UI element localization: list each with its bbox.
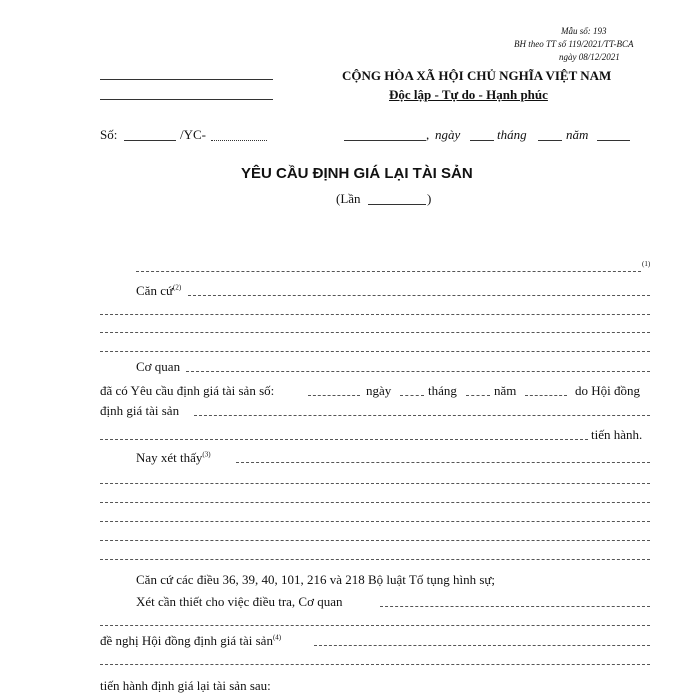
da-co-nam: năm [494, 383, 517, 398]
co-quan-label: Cơ quan [136, 359, 181, 374]
yc-label: /YC- [180, 127, 206, 142]
authority-field[interactable] [136, 271, 641, 272]
can-cu-label [136, 283, 181, 299]
agency-name-field[interactable] [380, 606, 650, 607]
reason-line-2[interactable] [100, 483, 650, 484]
document-title: YÊU CẦU ĐỊNH GIÁ LẠI TÀI SẢN [241, 165, 473, 182]
day-field[interactable] [470, 140, 494, 141]
form-code-line3: ngày 08/12/2021 [559, 52, 620, 62]
da-co-label: đã có Yêu cầu định giá tài sản số: [100, 383, 275, 398]
de-nghi-text: đề nghị Hội đồng định giá tài sản [100, 633, 273, 648]
lan-open: (Lần [336, 191, 361, 206]
co-quan-field[interactable] [186, 371, 650, 372]
request-number-field[interactable] [308, 395, 360, 396]
thang-label: tháng [497, 127, 527, 142]
dinh-gia-label: định giá tài sản [100, 403, 180, 418]
xet-can-thiet-label: Xét cần thiết cho việc điều tra, Cơ quan [136, 594, 343, 609]
reason-line-4[interactable] [100, 521, 650, 522]
reason-line-3[interactable] [100, 502, 650, 503]
agency-line-2 [100, 99, 273, 100]
national-title: CỘNG HÒA XÃ HỘI CHỦ NGHĨA VIỆT NAM [342, 68, 612, 83]
council-request-line-2[interactable] [100, 664, 650, 665]
nay-xet-thay-label [136, 450, 211, 466]
place-field[interactable] [344, 140, 426, 141]
so-field[interactable] [124, 140, 176, 141]
note-3: (3) [202, 450, 211, 459]
do-hoi-dong: do Hội đồng [575, 383, 640, 398]
reason-line-5[interactable] [100, 540, 650, 541]
lan-field[interactable] [368, 204, 426, 205]
year-field[interactable] [597, 140, 630, 141]
can-cu-field[interactable] [188, 295, 650, 296]
ngay-label: ngày [435, 127, 461, 142]
nay-xet-thay-text: Nay xét thấy [136, 450, 203, 465]
nam-label: năm [566, 127, 589, 142]
council-line-2[interactable] [100, 439, 588, 440]
month-field[interactable] [538, 140, 562, 141]
tien-hanh-label: tiến hành. [591, 427, 643, 442]
agency-line-1 [100, 79, 273, 80]
de-nghi-label [100, 633, 281, 649]
can-cu-line-3[interactable] [100, 332, 650, 333]
tien-hanh-sau-label: tiến hành định giá lại tài sản sau: [100, 678, 271, 693]
reason-line-6[interactable] [100, 559, 650, 560]
can-cu-text: Căn cứ [136, 283, 174, 298]
can-cu-line-4[interactable] [100, 351, 650, 352]
request-year-field[interactable] [525, 395, 567, 396]
lan-close: ) [427, 191, 432, 206]
request-month-field[interactable] [466, 395, 490, 396]
note-4: (4) [272, 633, 282, 642]
can-cu-line-2[interactable] [100, 314, 650, 315]
da-co-ngay: ngày [366, 383, 392, 398]
council-request-field[interactable] [314, 645, 650, 646]
comma: , [426, 127, 430, 142]
form-code-line1: Mẫu số: 193 [561, 26, 607, 36]
council-field[interactable] [194, 415, 650, 416]
so-label: Số: [100, 127, 118, 142]
agency-name-line-2[interactable] [100, 625, 650, 626]
yc-field[interactable] [211, 140, 267, 141]
reason-field[interactable] [236, 462, 650, 463]
request-day-field[interactable] [400, 395, 424, 396]
da-co-thang: tháng [428, 383, 457, 398]
national-motto: Độc lập - Tự do - Hạnh phúc [389, 87, 548, 102]
note-2: (2) [173, 283, 182, 292]
form-code-line2: BH theo TT số 119/2021/TT-BCA [514, 39, 634, 49]
legal-basis: Căn cứ các điều 36, 39, 40, 101, 216 và 218 Bộ luật Tố tụng hình sự; [136, 572, 496, 587]
